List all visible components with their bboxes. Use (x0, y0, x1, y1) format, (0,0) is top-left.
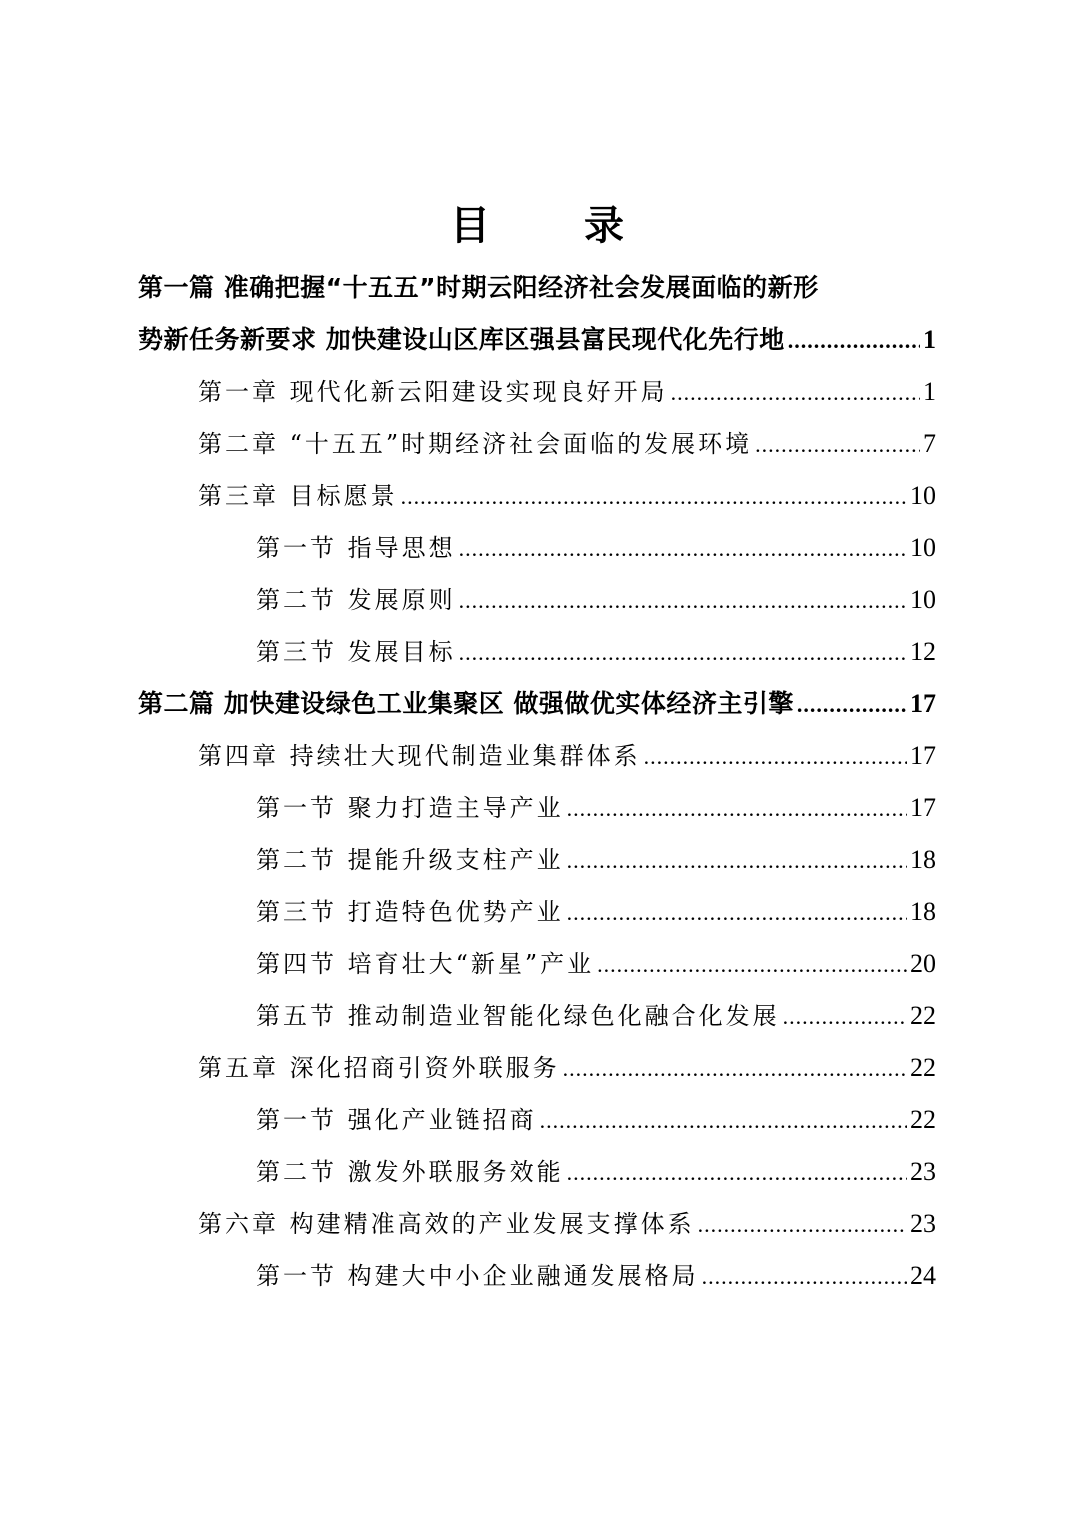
toc-page-number: 17 (910, 793, 936, 822)
toc-page-number: 1 (923, 325, 936, 354)
toc-leader-dots (459, 633, 907, 673)
toc-leader-dots (540, 1101, 907, 1141)
toc-leader-dots (567, 893, 907, 933)
toc-entry-section[interactable] (0, 892, 1074, 932)
toc-entry-label: 第三节 发展目标 (256, 638, 456, 666)
toc-leader-dots (698, 1205, 907, 1245)
toc-entry-label: 第二篇 加快建设绿色工业集聚区 做强做优实体经济主引擎 (138, 689, 794, 718)
toc-page-number: 17 (910, 741, 936, 770)
toc-entry-label: 第六章 构建精准高效的产业发展支撑体系 (198, 1210, 695, 1238)
toc-page-number: 1 (923, 377, 936, 406)
toc-page-number: 22 (910, 1001, 936, 1030)
toc-entry-label: 第五节 推动制造业智能化绿色化融合化发展 (256, 1002, 780, 1030)
toc-entry-label: 第一节 聚力打造主导产业 (256, 794, 564, 822)
toc-entry-label: 第一节 指导思想 (256, 534, 456, 562)
toc-entry-label: 第二节 提能升级支柱产业 (256, 846, 564, 874)
toc-leader-dots (459, 529, 907, 569)
toc-page-number: 10 (910, 533, 936, 562)
toc-entry-label: 第一节 强化产业链招商 (256, 1106, 537, 1134)
toc-entry-label: 第一章 现代化新云阳建设实现良好开局 (198, 378, 668, 406)
toc-leader-dots (644, 737, 907, 777)
toc-entry-label: 第二章 “十五五”时期经济社会面临的发展环境 (198, 430, 753, 458)
toc-entry-label: 第四节 培育壮大“新星”产业 (256, 950, 595, 978)
toc-entry-section[interactable] (0, 632, 1074, 672)
toc-entry-label: 势新任务新要求 加快建设山区库区强县富民现代化先行地 (138, 325, 785, 354)
toc-page-number: 20 (910, 949, 936, 978)
toc-entry-label: 第四章 持续壮大现代制造业集群体系 (198, 742, 641, 770)
toc-page-number: 22 (910, 1105, 936, 1134)
toc-leader-dots (755, 425, 920, 465)
toc-leader-dots (702, 1257, 907, 1297)
toc-entry-section[interactable] (0, 1100, 1074, 1140)
toc-page-number: 10 (910, 481, 936, 510)
toc-leader-dots (459, 581, 907, 621)
toc-page-number: 24 (910, 1261, 936, 1290)
toc-leader-dots (401, 477, 907, 517)
toc-entry-label: 第一节 构建大中小企业融通发展格局 (256, 1262, 699, 1290)
toc-entry-part[interactable] (0, 268, 1074, 308)
toc-entry-chapter[interactable] (0, 1048, 1074, 1088)
toc-entry-part[interactable] (0, 320, 1074, 360)
toc-entry-section[interactable] (0, 996, 1074, 1036)
toc-entry-section[interactable] (0, 788, 1074, 828)
toc-entry-section[interactable] (0, 944, 1074, 984)
toc-leader-dots (567, 1153, 907, 1193)
toc-leader-dots (788, 321, 920, 361)
toc-page-number: 7 (923, 429, 936, 458)
toc-entry-section[interactable] (0, 528, 1074, 568)
toc-leader-dots (797, 685, 907, 725)
toc-leader-dots (567, 789, 907, 829)
toc-entry-chapter[interactable] (0, 424, 1074, 464)
toc-entry-chapter[interactable] (0, 372, 1074, 412)
toc-entry-label: 第三节 打造特色优势产业 (256, 898, 564, 926)
toc-entry-label: 第五章 深化招商引资外联服务 (198, 1054, 560, 1082)
toc-page-number: 18 (910, 897, 936, 926)
toc-entry-chapter[interactable] (0, 476, 1074, 516)
toc-entry-label: 第三章 目标愿景 (198, 482, 398, 510)
toc-entry-part[interactable] (0, 684, 1074, 724)
toc-leader-dots (671, 373, 920, 413)
toc-entry-chapter[interactable] (0, 1204, 1074, 1244)
toc-page-number: 23 (910, 1157, 936, 1186)
toc-entry-section[interactable] (0, 580, 1074, 620)
toc-entry-section[interactable] (0, 840, 1074, 880)
toc-page-number: 18 (910, 845, 936, 874)
toc-entry-label: 第二节 激发外联服务效能 (256, 1158, 564, 1186)
toc-page-number: 12 (910, 637, 936, 666)
toc-page-number: 23 (910, 1209, 936, 1238)
toc-entry-section[interactable] (0, 1256, 1074, 1296)
toc-leader-dots (783, 997, 907, 1037)
toc-entry-label: 第一篇 准确把握“十五五”时期云阳经济社会发展面临的新形 (138, 273, 819, 302)
toc-leader-dots (567, 841, 907, 881)
toc-page-number: 22 (910, 1053, 936, 1082)
toc-entry-chapter[interactable] (0, 736, 1074, 776)
toc-entry-section[interactable] (0, 1152, 1074, 1192)
toc-entry-label: 第二节 发展原则 (256, 586, 456, 614)
page-title: 目 录 (450, 203, 664, 249)
toc-page-number: 17 (910, 689, 936, 718)
toc-leader-dots (597, 945, 907, 985)
toc-leader-dots (563, 1049, 907, 1089)
toc-page-number: 10 (910, 585, 936, 614)
